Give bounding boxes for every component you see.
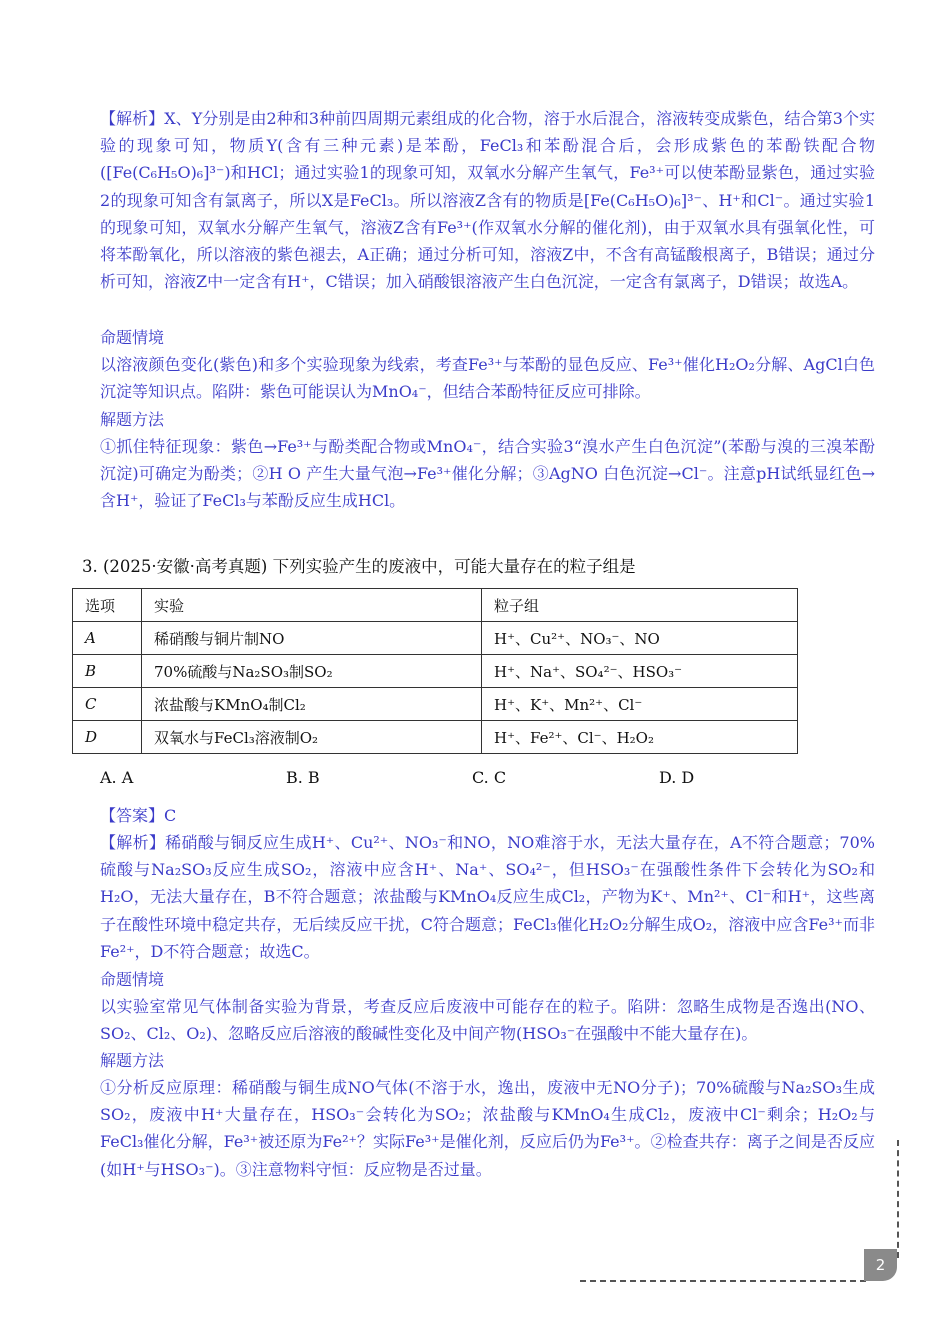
table-row [73, 721, 798, 754]
experiment-cell: 稀硝酸与铜片制NO [142, 622, 482, 655]
table-header-row [73, 589, 798, 622]
situation-paragraph: 以溶液颜色变化(紫色)和多个实验现象为线索，考查Fe³⁺与苯酚的显色反应、Fe³⁺催化H₂O₂分解、AgCl白色沉淀等知识点。陷阱：紫色可能误认为MnO₄⁻，但结合苯酚特征反应可排除。 [100, 355, 875, 402]
method-label: 解题方法 [100, 410, 165, 429]
experiment-cell: 70%硫酸与Na₂SO₃制SO₂ [142, 655, 482, 688]
header-cell: 实验 [142, 589, 482, 622]
header-cell: 选项 [73, 589, 142, 622]
choice-b[interactable]: B. B [286, 768, 320, 787]
method-label: 解题方法 [100, 1051, 165, 1070]
option-letter: A [73, 622, 142, 655]
particles-cell: H⁺、K⁺、Mn²⁺、Cl⁻ [482, 688, 798, 721]
experiment-cell: 双氧水与FeCl₃溶液制O₂ [142, 721, 482, 754]
experiment-cell: 浓盐酸与KMnO₄制Cl₂ [142, 688, 482, 721]
options-table [72, 588, 798, 754]
method-paragraph: ①抓住特征现象：紫色→Fe³⁺与酚类配合物或MnO₄⁻，结合实验3“溴水产生白色沉淀”(苯酚与溴的三溴苯酚沉淀)可确定为酚类；②H O 产生大量气泡→Fe³⁺催化分解；③AgNO 白色沉淀→Cl⁻。注意pH试纸显红色→含H⁺，验证了FeCl₃与苯酚反应生成HCl。 [100, 437, 875, 511]
situation-label: 命题情境 [100, 970, 165, 989]
option-letter: D [73, 721, 142, 754]
analysis-paragraph: 【解析】X、Y分别是由2种和3种前四周期元素组成的化合物，溶于水后混合，溶液转变成紫色，结合第3个实验的现象可知，物质Y(含有三种元素)是苯酚，FeCl₃和苯酚混合后，会形成紫色的苯酚铁配合物([Fe(C₆H₅O)₆]³⁻)和HCl；通过实验1的现象可知，双氧水分解产生氧气，Fe³⁺可以使苯酚显紫色，通过实验2的现象可知含有氯离子，所以X是FeCl₃。所以溶液Z含有的物质是[Fe(C₆H₅O)₆]³⁻、H⁺和Cl⁻。通过实验1的现象可知，双氧水分解产生氧气，溶液Z含有Fe³⁺(作双氧水分解的催化剂)，由于双氧水具有强氧化性，可将苯酚氧化，所以溶液的紫色褪去，A正确；通过分析可知，溶液Z中，不含有高锰酸根离子，B错误；通过分析可知，溶液Z中一定含有H⁺，C错误；加入硝酸银溶液产生白色沉淀，一定含有氯离子，D错误；故选A。 [100, 109, 875, 292]
option-letter: C [73, 688, 142, 721]
choice-c[interactable]: C. C [472, 768, 507, 787]
answer-line: 【答案】C [100, 806, 177, 825]
question-title: 3. (2025·安徽·高考真题) 下列实验产生的废液中，可能大量存在的粒子组是 [82, 557, 636, 576]
method-paragraph: ①分析反应原理：稀硝酸与铜生成NO气体(不溶于水，逸出，废液中无NO分子)；70%硫酸与Na₂SO₃生成SO₂，废液中H⁺大量存在，HSO₃⁻会转化为SO₂；浓盐酸与KMnO₄生成Cl₂，废液中Cl⁻剩余；H₂O₂与FeCl₃催化分解，Fe³⁺被还原为Fe²⁺？实际Fe³⁺是催化剂，反应后仍为Fe³⁺。②检查共存：离子之间是否反应(如H⁺与HSO₃⁻)。③注意物料守恒：反应物是否过量。 [100, 1078, 875, 1179]
header-cell: 粒子组 [482, 589, 798, 622]
choice-d[interactable]: D. D [659, 768, 695, 787]
table-row [73, 622, 798, 655]
situation-label: 命题情境 [100, 328, 165, 347]
page-corner-dashed-vertical [897, 1140, 899, 1258]
particles-cell: H⁺、Na⁺、SO₄²⁻、HSO₃⁻ [482, 655, 798, 688]
choice-a[interactable]: A. A [100, 768, 134, 787]
page-corner-dashed-horizontal [580, 1280, 866, 1282]
analysis-paragraph: 【解析】稀硝酸与铜反应生成H⁺、Cu²⁺、NO₃⁻和NO，NO难溶于水，无法大量存在，A不符合题意；70%硫酸与Na₂SO₃反应生成SO₂，溶液中应含H⁺、Na⁺、SO₄²⁻，但HSO₃⁻在强酸性条件下会转化为SO₂和H₂O，无法大量存在，B不符合题意；浓盐酸与KMnO₄反应生成Cl₂，产物为K⁺、Mn²⁺、Cl⁻和H⁺，这些离子在酸性环境中稳定共存，无后续反应干扰，C符合题意；FeCl₃催化H₂O₂分解生成O₂，溶液中应含Fe³⁺而非Fe²⁺，D不符合题意；故选C。 [100, 833, 875, 961]
situation-paragraph: 以实验室常见气体制备实验为背景，考查反应后废液中可能存在的粒子。陷阱：忽略生成物是否逸出(NO、SO₂、Cl₂、O₂)、忽略反应后溶液的酸碱性变化及中间产物(HSO₃⁻在强酸中不能大量存在)。 [100, 997, 875, 1044]
particles-cell: H⁺、Cu²⁺、NO₃⁻、NO [482, 622, 798, 655]
particles-cell: H⁺、Fe²⁺、Cl⁻、H₂O₂ [482, 721, 798, 754]
table-row [73, 655, 798, 688]
option-letter: B [73, 655, 142, 688]
page-number: 2 [864, 1249, 897, 1281]
table-row [73, 688, 798, 721]
